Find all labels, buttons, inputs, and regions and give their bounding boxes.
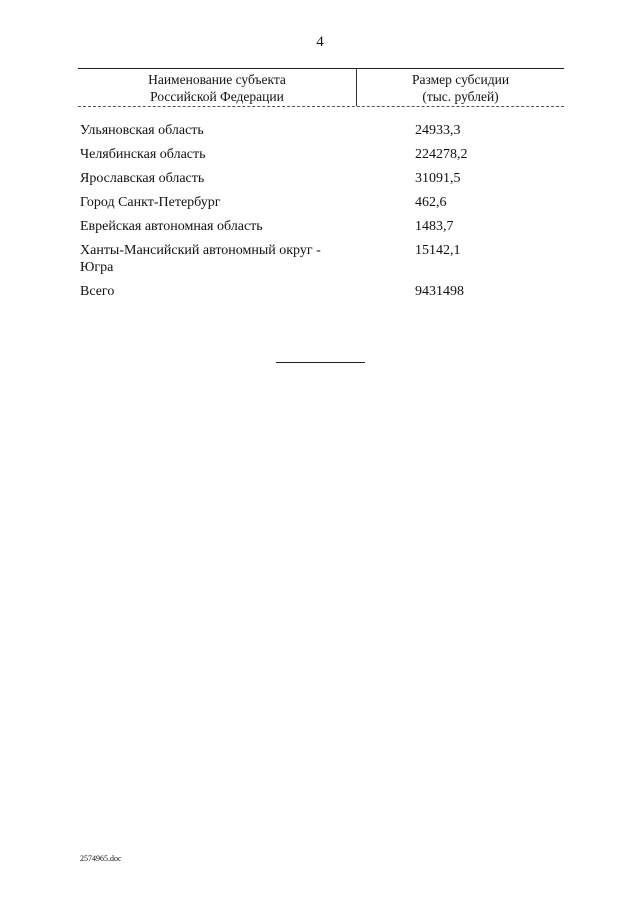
subsidy-amount: 1483,7 <box>415 219 454 234</box>
table-row <box>80 242 564 276</box>
table-row <box>80 194 564 211</box>
region-name: Город Санкт-Петербург <box>80 195 221 210</box>
header-subsidy-amount <box>357 69 564 106</box>
table-row <box>80 218 564 235</box>
table-row <box>80 146 564 163</box>
region-name: Ульяновская область <box>80 123 204 138</box>
subsidy-amount: 31091,5 <box>415 171 461 186</box>
total-label: Всего <box>80 284 115 299</box>
header-amount-line1: Размер субсидии <box>411 72 510 87</box>
page-number: 4 <box>316 34 324 50</box>
subsidy-amount: 15142,1 <box>415 243 461 258</box>
header-region-line2: Российской Федерации <box>150 89 284 104</box>
total-amount: 9431498 <box>415 284 464 299</box>
header-amount-line2: (тыс. рублей) <box>422 89 499 104</box>
table-row <box>80 170 564 187</box>
region-name: Ханты-Мансийский автономный округ - Югра <box>80 243 321 275</box>
footer-file-name: 2574965.doc <box>80 854 122 863</box>
region-name: Челябинская область <box>80 147 206 162</box>
header-region-name <box>78 69 357 106</box>
subsidy-amount: 24933,3 <box>415 123 461 138</box>
total-row <box>80 283 564 300</box>
table-row <box>80 122 564 139</box>
table-header <box>78 68 564 107</box>
end-of-table-line <box>276 362 365 363</box>
table-body <box>80 122 564 307</box>
region-name: Еврейская автономная область <box>80 219 263 234</box>
subsidy-amount: 462,6 <box>415 195 447 210</box>
header-region-line1: Наименование субъекта <box>148 72 286 87</box>
subsidy-amount: 224278,2 <box>415 147 468 162</box>
region-name: Ярославская область <box>80 171 205 186</box>
